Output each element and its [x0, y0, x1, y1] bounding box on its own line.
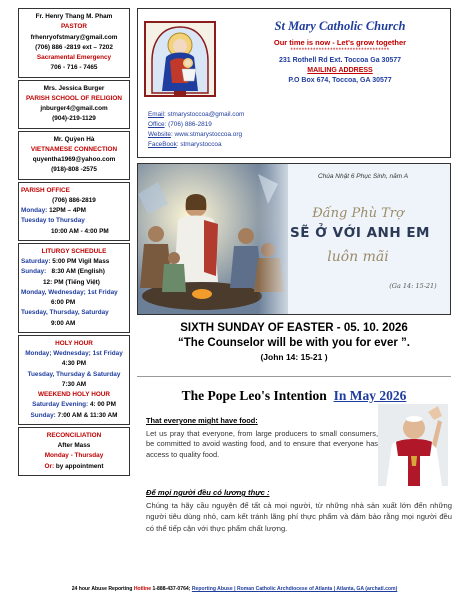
contact-office: Office: (706) 886-2819	[148, 120, 212, 128]
liturgy-tts-time: 9:00 AM	[51, 319, 76, 327]
gospel-section	[137, 318, 451, 362]
pastor-phone: (706) 886 -2819 ext – 7202	[35, 43, 113, 51]
abuse-reporting-link[interactable]: Reporting Abuse | Roman Catholic Archdiocese of Atlanta | Atlanta, GA (archatl.com)	[191, 586, 398, 592]
religion-box	[18, 80, 130, 129]
office-phone: (706) 886-2819	[52, 196, 96, 204]
intention-english-text: Let us pray that everyone, from large producers to small consumers, be committed to avoid wasting food, and to ensure that everyone has access to quality food.	[146, 428, 378, 460]
office-monday: Monday: 12PM – 4PM	[21, 207, 87, 214]
holy-hour-mw-label: Monday; Wednesday; 1st Friday	[25, 350, 123, 357]
pastor-title: PASTOR	[60, 23, 88, 31]
liturgy-saturday: Saturday: 5:00 PM Vigil Mass	[21, 258, 110, 265]
banner-script-bottom: luôn mãi	[327, 249, 389, 265]
contact-email[interactable]: Email: stmarystoccoa@gmail.com	[148, 111, 245, 118]
reconciliation-box	[18, 427, 130, 476]
church-name: St Mary Catholic Church	[274, 19, 406, 33]
banner-script-top: Đấng Phù Trợ	[312, 206, 404, 221]
weekend-sunday: Sunday: 7:00 AM & 11:30 AM	[30, 411, 118, 419]
pastor-box	[18, 8, 130, 78]
sidebar	[18, 8, 130, 478]
office-title: PARISH OFFICE	[21, 186, 70, 194]
pastor-email[interactable]: frhenryofstmary@gmail.com	[30, 33, 118, 41]
religion-email[interactable]: jnburger4@gmail.com	[40, 105, 108, 112]
vietnamese-email[interactable]: quyentha1969@yahoo.com	[32, 156, 116, 163]
religion-name: Mrs. Jessica Burger	[43, 84, 105, 92]
banner-small-title: Chúa Nhật 6 Phục Sinh, năm A	[317, 173, 409, 180]
weekend-holy-hour-title: WEEKEND HOLY HOUR	[37, 391, 111, 398]
mailing-address-label: MAILING ADDRESS	[307, 67, 373, 74]
liturgy-mwf-label: Monday, Wednesday; 1st Friday	[21, 288, 118, 296]
holy-hour-tts-time: 7:30 AM	[61, 380, 87, 388]
holy-hour-mw-time: 4:30 PM	[61, 360, 87, 368]
intention-vietnamese	[146, 487, 452, 534]
vietnamese-title: VIETNAMESE CONNECTION	[30, 145, 118, 153]
liturgy-sunday: Sunday: 8:30 AM (English)	[21, 268, 105, 276]
intention-title: The Pope Leo's Intention In May 2026	[181, 388, 407, 403]
contact-list	[148, 110, 244, 150]
liturgy-sunday-vn: 12: PM (Tiếng Việt)	[43, 278, 100, 286]
intention-english-heading: That everyone might have food:	[146, 416, 258, 425]
sunday-title: SIXTH SUNDAY OF EASTER - 05. 10. 2026	[180, 322, 408, 334]
liturgy-mwf-time: 6:00 PM	[51, 299, 76, 306]
pastor-name: Fr. Henry Thang M. Pham	[35, 13, 113, 20]
intention-month-link[interactable]: In May 2026	[333, 388, 407, 403]
tagline: Our time is now - Let's grow together	[273, 38, 407, 47]
intention-vietnamese-heading: Để mọi người đều có lương thực :	[146, 488, 270, 497]
banner-main-title: SẼ Ở VỚI ANH EM	[289, 225, 430, 241]
contact-facebook[interactable]: FaceBook: stmarystoccoa	[148, 140, 222, 148]
religion-title: PARISH SCHOOL OF RELIGION	[26, 94, 122, 102]
po-box: P.O Box 674, Toccoa, GA 30577	[288, 77, 392, 84]
office-tuesday-hours: 10:00 AM - 4:00 PM	[51, 227, 109, 235]
holy-hour-tts-label: Tuesday, Thursday & Saturday	[27, 370, 121, 378]
emergency-label: Sacramental Emergency	[36, 54, 112, 61]
weekend-saturday: Saturday Evening: 4: 00 PM	[32, 401, 116, 409]
reconciliation-line2: Monday - Thursday	[44, 452, 104, 460]
abuse-reporting-footer: 24 hour Abuse Reporting Hotline 1-888-437-0764; Reporting Abuse | Roman Catholic Archdiocese of Atlanta | Atlanta, GA (archatl.com)	[71, 586, 398, 592]
emergency-phone: 706 - 716 - 7465	[50, 64, 98, 72]
liturgy-title: LITURGY SCHEDULE	[41, 247, 107, 255]
intention-english	[146, 416, 378, 464]
holy-hour-box	[18, 335, 130, 425]
office-box	[18, 182, 130, 241]
reconciliation-title: RECONCILIATION	[46, 431, 102, 439]
gospel-banner	[137, 163, 451, 315]
divider-stars: ***********************************	[290, 48, 390, 54]
madonna-child-logo-icon	[144, 21, 216, 97]
street-address: 231 Rothell Rd Ext. Toccoa Ga 30577	[278, 57, 402, 64]
intention-vietnamese-text: Chúng ta hãy cầu nguyện để tất cả mọi người, từ những nhà sản xuất lớn đến những người tiêu dùng nhỏ, cam kết tránh lãng phí thực phẩm và đảm bảo rằng mọi người đều có thể tiếp cận với thực phẩm chất lượng.	[146, 501, 452, 533]
vietnamese-box	[18, 131, 130, 180]
gospel-reference: (John 14: 15-21 )	[260, 352, 328, 362]
gospel-quote: “The Counselor will be with you for ever ”.	[178, 337, 410, 349]
liturgy-box	[18, 243, 130, 333]
religion-phone: (904)-219-1129	[52, 115, 96, 123]
vietnamese-name: Mr. Quỳen Hà	[53, 135, 95, 143]
vietnamese-phone: (918)-808 -2575	[51, 166, 97, 174]
hotline-number: 1-888-437-0764;	[152, 586, 191, 592]
banner-reference: (Ga 14: 15-21)	[389, 282, 437, 290]
holy-hour-title: HOLY HOUR	[55, 339, 93, 347]
reconciliation-line3: Or: by appointment	[44, 462, 104, 470]
office-tuesday-label: Tuesday to Thursday	[21, 217, 85, 225]
section-divider	[137, 376, 451, 377]
reconciliation-line1: After Mass	[57, 442, 91, 449]
contact-website[interactable]: Website: www.stmarystoccoa.org	[148, 130, 243, 138]
liturgy-tts-label: Tuesday, Thursday, Saturday	[21, 309, 109, 317]
pope-photo-icon	[378, 404, 448, 486]
